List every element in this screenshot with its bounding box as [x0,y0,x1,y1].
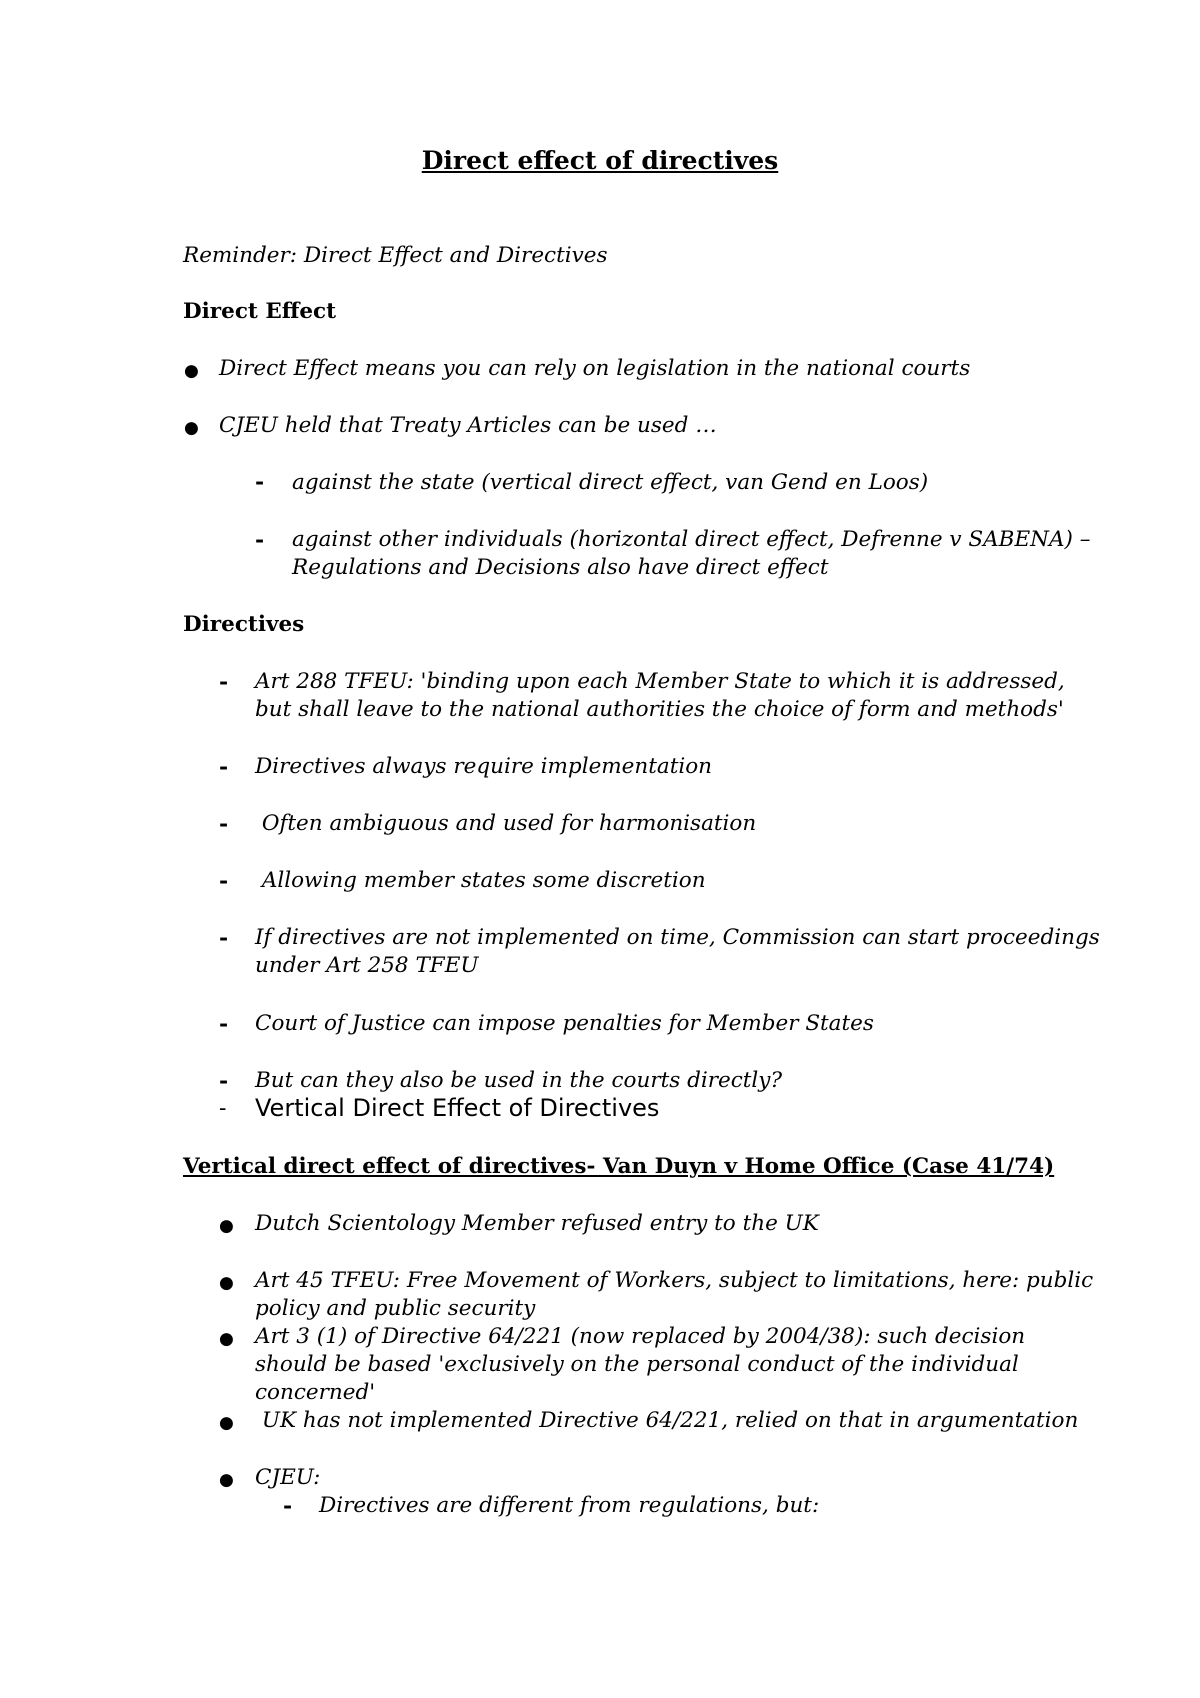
list-item: CJEU held that Treaty Articles can be used … [219,413,717,438]
list-item: Allowing member states some discretion [255,868,706,893]
section-heading-van-duyn: Vertical direct effect of directives- Van Duyn v Home Office (Case 41/74) [183,1154,1055,1179]
list-item-continuation: Regulations and Decisions also have direct effect [292,555,829,580]
list-item-continuation: under Art 258 TFEU [255,953,479,978]
dash-marker: - [219,1068,229,1094]
list-item: Art 45 TFEU: Free Movement of Workers, subject to limitations, here: public [255,1268,1094,1293]
list-item: If directives are not implemented on time, Commission can start proceedings [255,925,1100,950]
list-item: CJEU: [255,1465,321,1490]
list-item-continuation: should be based 'exclusively on the personal conduct of the individual [255,1352,1019,1377]
section-heading-directives: Directives [183,612,305,637]
dash-marker: - [219,1011,229,1037]
dash-marker: - [219,925,229,951]
bullet-dot: ● [184,418,199,438]
bullet-dot: ● [184,361,199,381]
dash-marker: - [255,527,265,553]
bullet-dot: ● [219,1470,234,1490]
list-item-continuation: but shall leave to the national authorities the choice of form and methods' [255,697,1064,722]
list-item-continuation: policy and public security [255,1296,536,1321]
list-item: Often ambiguous and used for harmonisation [255,811,757,836]
dash-marker: - [255,469,265,495]
dash-marker: - [219,811,229,837]
list-item: But can they also be used in the courts directly? [255,1068,782,1093]
list-item: Court of Justice can impose penalties for Member States [255,1011,874,1036]
list-item: Directives always require implementation [255,754,713,779]
dash-marker: - [219,868,229,894]
list-item: Art 3 (1) of Directive 64/221 (now replaced by 2004/38): such decision [255,1324,1026,1349]
list-item: Direct Effect means you can rely on legislation in the national courts [219,356,971,381]
list-item: Dutch Scientology Member refused entry to the UK [255,1211,819,1236]
dash-marker: - [283,1493,293,1519]
bullet-dot: ● [219,1413,234,1433]
list-item: Directives are different from regulations, but: [319,1493,820,1518]
dash-marker: - [219,669,229,695]
bullet-dot: ● [219,1216,234,1236]
dash-marker: - [219,754,229,780]
dash-marker: - [219,1096,227,1121]
list-item: Art 288 TFEU: 'binding upon each Member State to which it is addressed, [255,669,1065,694]
bullet-dot: ● [219,1329,234,1349]
list-item-continuation: concerned' [255,1380,376,1405]
list-item: against the state (vertical direct effect, van Gend en Loos) [292,470,929,495]
list-item: against other individuals (horizontal direct effect, Defrenne v SABENA) – [292,527,1091,552]
page-title: Direct effect of directives [421,146,779,175]
section-heading-direct-effect: Direct Effect [183,299,337,324]
list-item: UK has not implemented Directive 64/221, relied on that in argumentation [255,1408,1079,1433]
bullet-dot: ● [219,1273,234,1293]
list-item: Vertical Direct Effect of Directives [255,1094,660,1122]
reminder-line: Reminder: Direct Effect and Directives [183,243,608,268]
